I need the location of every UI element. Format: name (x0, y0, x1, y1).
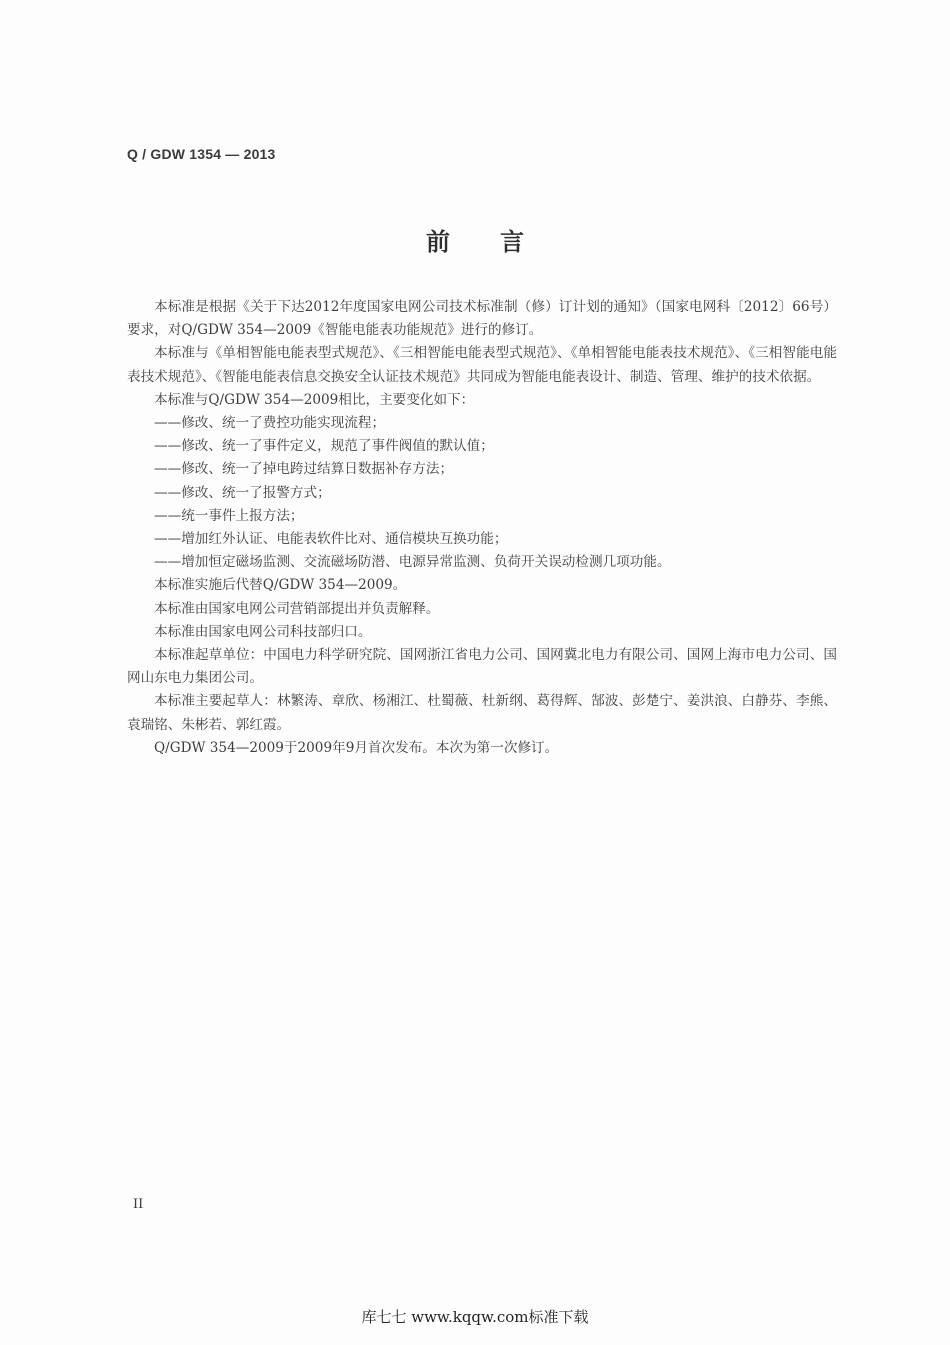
list-item: ——修改、统一了报警方式； (154, 484, 331, 501)
paragraph-basis: 本标准是根据《关于下达2012年度国家电网公司技术标准制（修）订计划的通知》（国家电网科〔2012〕66号）要求，对Q/GDW 354—2009《智能电能表功能规范》进行的修订。 (127, 299, 837, 339)
paragraph-proposer: 本标准由国家电网公司营销部提出并负责解释。 (154, 600, 440, 617)
list-item: ——修改、统一了掉电跨过结算日数据补存方法； (154, 461, 454, 478)
paragraph-drafters: 本标准主要起草人：林繁涛、章欣、杨湘江、杜蜀薇、杜新纲、葛得辉、郜波、彭楚宁、姜洪浪、白静芬、李熊、袁瑞铭、朱彬若、郭红霞。 (127, 693, 837, 733)
paragraph-drafting-units: 本标准起草单位：中国电力科学研究院、国网浙江省电力公司、国网冀北电力有限公司、国网上海市电力公司、国网山东电力集团公司。 (127, 647, 837, 687)
list-item: ——修改、统一了费控功能实现流程； (154, 415, 386, 432)
list-item: ——统一事件上报方法； (154, 507, 304, 524)
page-title: 前言 (426, 228, 574, 256)
paragraph-history: Q/GDW 354—2009于2009年9月首次发布。本次为第一次修订。 (154, 739, 559, 756)
document-code: Q / GDW 1354 — 2013 (127, 146, 276, 162)
paragraph-administrator: 本标准由国家电网公司科技部归口。 (154, 623, 372, 640)
download-watermark: 库七七 www.kqqw.com标准下载 (361, 1308, 589, 1326)
list-item: ——增加恒定磁场监测、交流磁场防潜、电源异常监测、负荷开关误动检测几项功能。 (154, 554, 671, 571)
paragraph-related-standards: 本标准与《单相智能电能表型式规范》、《三相智能电能表型式规范》、《单相智能电能表技术规范》、《三相智能电能表技术规范》、《智能电能表信息交换安全认证技术规范》共同成为智能电能表设计、制造、管理、维护的技术依据。 (127, 345, 837, 385)
paragraph-replaces: 本标准实施后代替Q/GDW 354—2009。 (154, 577, 407, 594)
foreword-body (127, 296, 837, 760)
list-item: ——修改、统一了事件定义，规范了事件阀值的默认值； (154, 438, 494, 455)
list-item: ——增加红外认证、电能表软件比对、通信模块互换功能； (154, 531, 508, 548)
page-number: II (133, 1197, 144, 1212)
paragraph-changes-intro: 本标准与Q/GDW 354—2009相比，主要变化如下： (154, 391, 475, 408)
changes-list (127, 412, 837, 574)
